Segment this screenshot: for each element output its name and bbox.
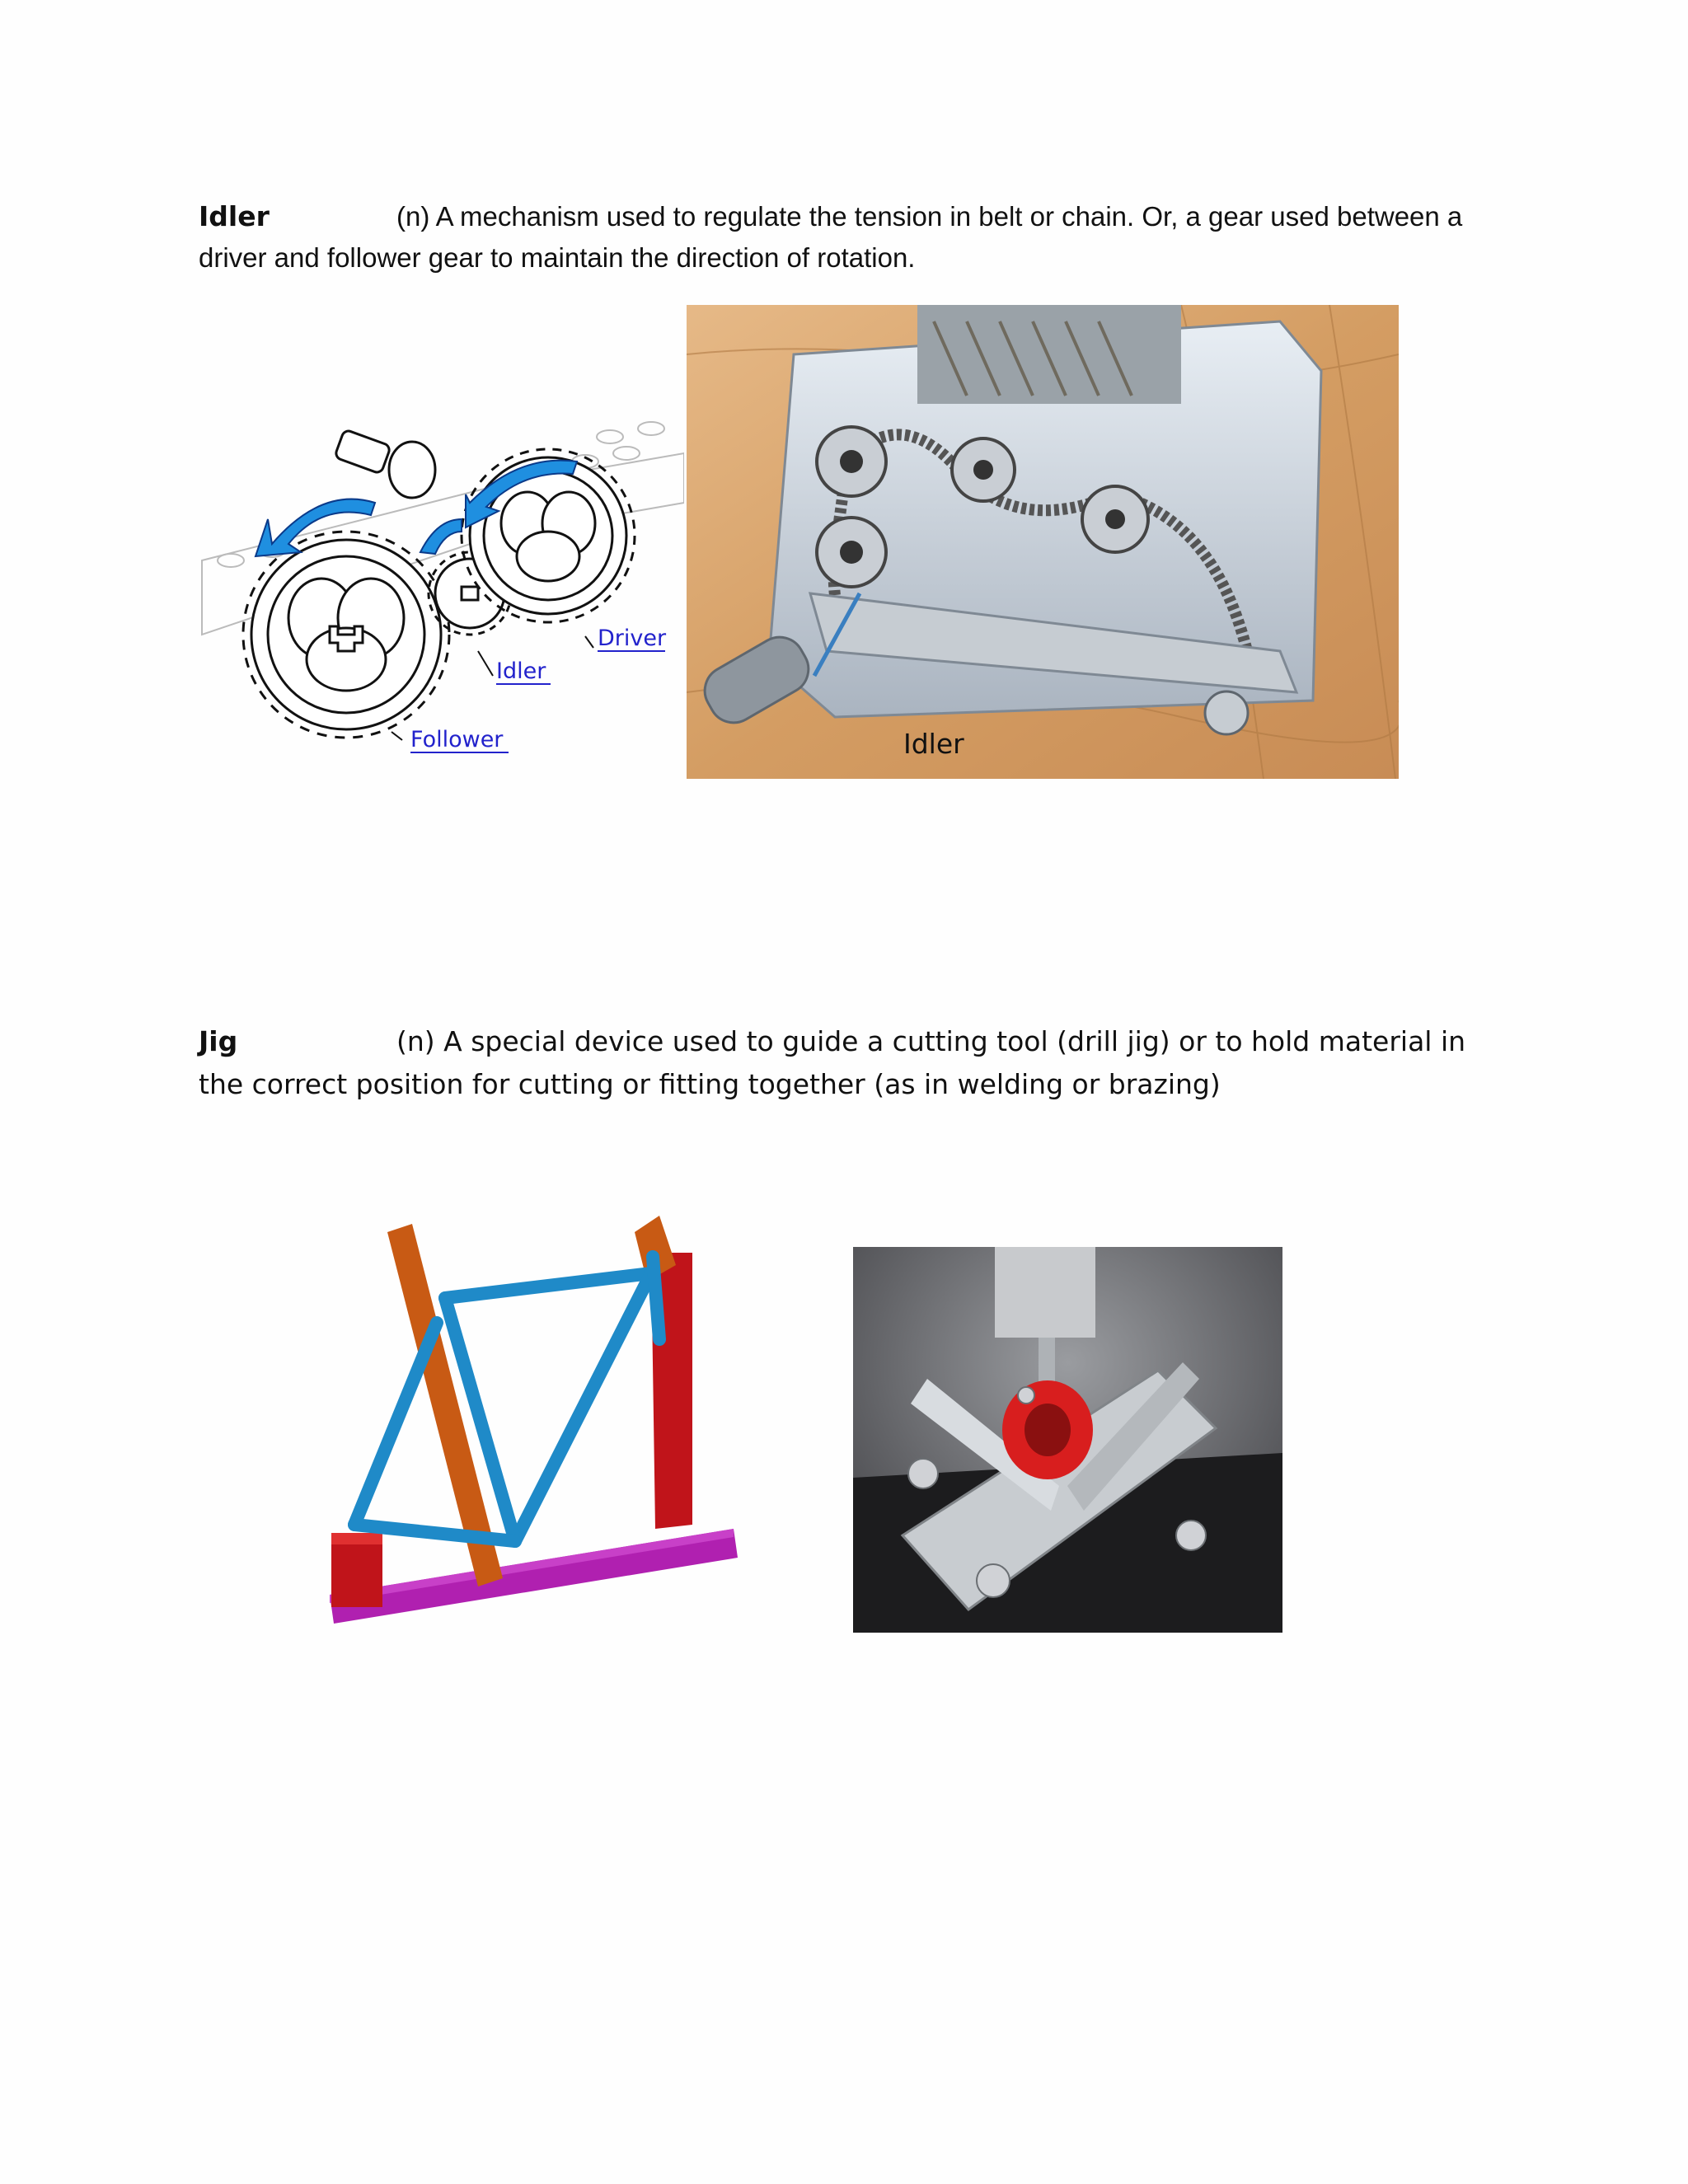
gear-label-follower: Follower: [410, 727, 504, 752]
gear-label-idler: Idler: [496, 658, 546, 684]
idler-entry: [199, 196, 1501, 279]
idler-term: Idler: [199, 200, 270, 232]
photo-label-idler: Idler: [903, 728, 964, 760]
gear-train-diagram: [198, 404, 684, 758]
idler-definition: (n) A mechanism used to regulate the tension in belt or chain. Or, a gear used between a driver and follower gear to maintain the direction of rotation.: [199, 201, 1463, 273]
chain-idler-photo: [687, 305, 1399, 779]
jig-definition: (n) A special device used to guide a cutting tool (drill jig) or to hold material in the correct position for cutting or fitting together (as in welding or brazing): [199, 1025, 1466, 1100]
jig-entry: [199, 1020, 1501, 1106]
jig-term: Jig: [199, 1025, 238, 1057]
drill-jig-photo: [853, 1247, 1282, 1633]
bicycle-frame-jig-image: [321, 1207, 742, 1636]
gear-label-driver: Driver: [598, 626, 667, 651]
